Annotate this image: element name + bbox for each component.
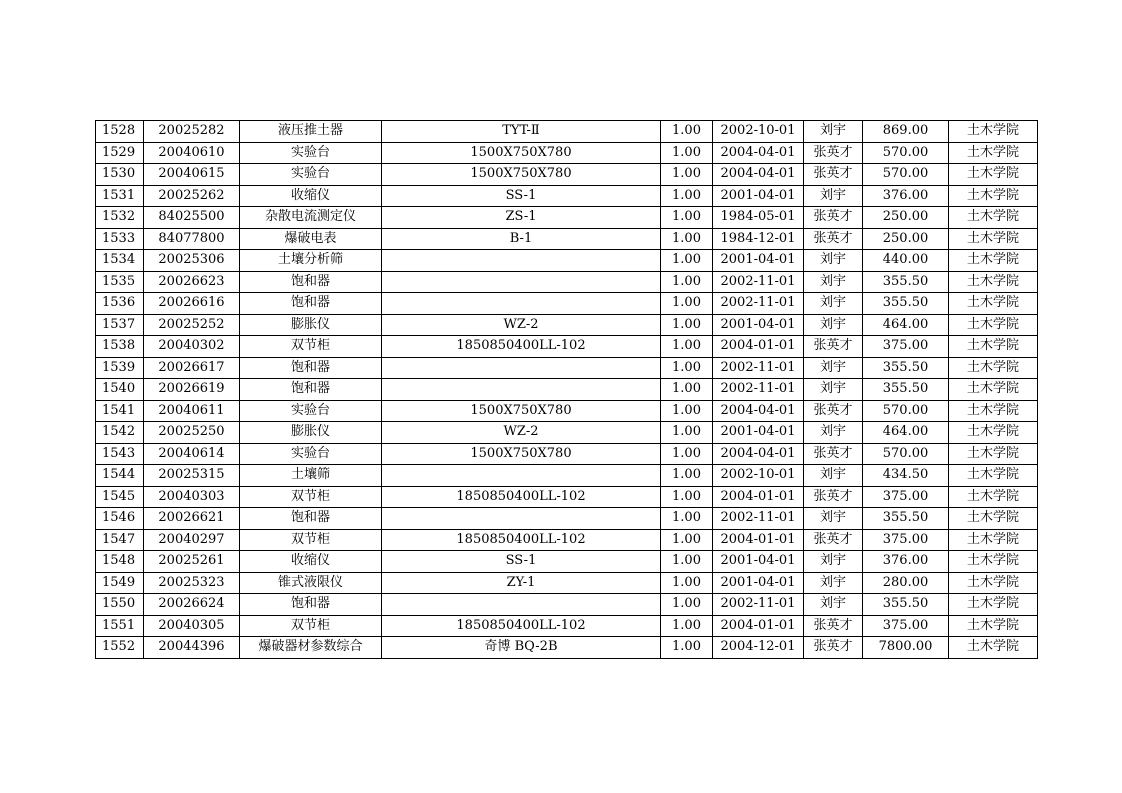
cell-price: 7800.00 bbox=[863, 637, 949, 659]
cell-index: 1543 bbox=[96, 443, 144, 465]
cell-asset-no: 20040614 bbox=[144, 443, 240, 465]
cell-asset-no: 20026621 bbox=[144, 508, 240, 530]
cell-name: 爆破器材参数综合 bbox=[240, 637, 382, 659]
table-row bbox=[96, 551, 1038, 573]
cell-date: 1984-12-01 bbox=[713, 228, 804, 250]
cell-name: 爆破电表 bbox=[240, 228, 382, 250]
cell-price: 355.50 bbox=[863, 508, 949, 530]
cell-dept: 土木学院 bbox=[949, 422, 1038, 444]
cell-model bbox=[382, 465, 661, 487]
cell-date: 2001-04-01 bbox=[713, 185, 804, 207]
cell-quantity: 1.00 bbox=[661, 336, 713, 358]
cell-keeper: 刘宇 bbox=[804, 314, 863, 336]
cell-keeper: 刘宇 bbox=[804, 594, 863, 616]
cell-keeper: 刘宇 bbox=[804, 422, 863, 444]
cell-model: 1500X750X780 bbox=[382, 443, 661, 465]
cell-index: 1536 bbox=[96, 293, 144, 315]
table-row bbox=[96, 142, 1038, 164]
cell-keeper: 刘宇 bbox=[804, 465, 863, 487]
cell-price: 250.00 bbox=[863, 207, 949, 229]
table-row bbox=[96, 185, 1038, 207]
cell-name: 收缩仪 bbox=[240, 185, 382, 207]
cell-quantity: 1.00 bbox=[661, 486, 713, 508]
cell-model: 1850850400LL-102 bbox=[382, 615, 661, 637]
cell-model: ZY-1 bbox=[382, 572, 661, 594]
cell-price: 464.00 bbox=[863, 314, 949, 336]
cell-dept: 土木学院 bbox=[949, 336, 1038, 358]
cell-dept: 土木学院 bbox=[949, 529, 1038, 551]
cell-index: 1535 bbox=[96, 271, 144, 293]
cell-keeper: 张英才 bbox=[804, 228, 863, 250]
cell-price: 570.00 bbox=[863, 443, 949, 465]
table-row bbox=[96, 336, 1038, 358]
cell-keeper: 刘宇 bbox=[804, 271, 863, 293]
cell-index: 1550 bbox=[96, 594, 144, 616]
table-row bbox=[96, 207, 1038, 229]
cell-keeper: 张英才 bbox=[804, 615, 863, 637]
cell-quantity: 1.00 bbox=[661, 185, 713, 207]
cell-keeper: 张英才 bbox=[804, 529, 863, 551]
cell-asset-no: 20025262 bbox=[144, 185, 240, 207]
cell-name: 饱和器 bbox=[240, 293, 382, 315]
cell-quantity: 1.00 bbox=[661, 379, 713, 401]
table-row bbox=[96, 357, 1038, 379]
cell-name: 土壤筛 bbox=[240, 465, 382, 487]
cell-name: 土壤分析筛 bbox=[240, 250, 382, 272]
cell-name: 锥式液限仪 bbox=[240, 572, 382, 594]
cell-index: 1528 bbox=[96, 121, 144, 143]
cell-asset-no: 20026619 bbox=[144, 379, 240, 401]
cell-index: 1548 bbox=[96, 551, 144, 573]
cell-index: 1549 bbox=[96, 572, 144, 594]
cell-model bbox=[382, 271, 661, 293]
cell-keeper: 刘宇 bbox=[804, 551, 863, 573]
cell-dept: 土木学院 bbox=[949, 293, 1038, 315]
cell-asset-no: 20040297 bbox=[144, 529, 240, 551]
cell-model: 1850850400LL-102 bbox=[382, 529, 661, 551]
cell-price: 375.00 bbox=[863, 336, 949, 358]
cell-index: 1538 bbox=[96, 336, 144, 358]
cell-asset-no: 20026624 bbox=[144, 594, 240, 616]
cell-keeper: 刘宇 bbox=[804, 250, 863, 272]
cell-date: 2001-04-01 bbox=[713, 314, 804, 336]
cell-model: TYT-Ⅱ bbox=[382, 121, 661, 143]
cell-quantity: 1.00 bbox=[661, 142, 713, 164]
cell-name: 双节柜 bbox=[240, 529, 382, 551]
table-row bbox=[96, 572, 1038, 594]
cell-quantity: 1.00 bbox=[661, 250, 713, 272]
cell-quantity: 1.00 bbox=[661, 615, 713, 637]
cell-model: ZS-1 bbox=[382, 207, 661, 229]
cell-dept: 土木学院 bbox=[949, 164, 1038, 186]
cell-price: 434.50 bbox=[863, 465, 949, 487]
cell-index: 1551 bbox=[96, 615, 144, 637]
table-body bbox=[96, 121, 1038, 659]
cell-quantity: 1.00 bbox=[661, 508, 713, 530]
cell-price: 869.00 bbox=[863, 121, 949, 143]
cell-keeper: 张英才 bbox=[804, 336, 863, 358]
cell-quantity: 1.00 bbox=[661, 637, 713, 659]
cell-name: 实验台 bbox=[240, 443, 382, 465]
cell-index: 1537 bbox=[96, 314, 144, 336]
cell-asset-no: 20025306 bbox=[144, 250, 240, 272]
cell-date: 2001-04-01 bbox=[713, 572, 804, 594]
table-row bbox=[96, 508, 1038, 530]
cell-dept: 土木学院 bbox=[949, 271, 1038, 293]
table-row bbox=[96, 314, 1038, 336]
cell-name: 杂散电流测定仪 bbox=[240, 207, 382, 229]
cell-date: 2004-01-01 bbox=[713, 336, 804, 358]
cell-index: 1534 bbox=[96, 250, 144, 272]
cell-price: 355.50 bbox=[863, 357, 949, 379]
cell-asset-no: 20040611 bbox=[144, 400, 240, 422]
cell-asset-no: 20025252 bbox=[144, 314, 240, 336]
table-row bbox=[96, 121, 1038, 143]
cell-model: B-1 bbox=[382, 228, 661, 250]
cell-name: 膨胀仪 bbox=[240, 314, 382, 336]
cell-price: 440.00 bbox=[863, 250, 949, 272]
cell-model: 1850850400LL-102 bbox=[382, 336, 661, 358]
cell-price: 355.50 bbox=[863, 594, 949, 616]
cell-asset-no: 20025323 bbox=[144, 572, 240, 594]
table-row bbox=[96, 400, 1038, 422]
cell-asset-no: 20025315 bbox=[144, 465, 240, 487]
cell-date: 2004-04-01 bbox=[713, 400, 804, 422]
cell-asset-no: 20040305 bbox=[144, 615, 240, 637]
cell-name: 饱和器 bbox=[240, 594, 382, 616]
cell-name: 双节柜 bbox=[240, 486, 382, 508]
cell-price: 375.00 bbox=[863, 529, 949, 551]
cell-name: 饱和器 bbox=[240, 508, 382, 530]
table-row bbox=[96, 443, 1038, 465]
cell-index: 1541 bbox=[96, 400, 144, 422]
cell-date: 2004-01-01 bbox=[713, 529, 804, 551]
cell-quantity: 1.00 bbox=[661, 293, 713, 315]
cell-date: 2002-11-01 bbox=[713, 271, 804, 293]
cell-name: 膨胀仪 bbox=[240, 422, 382, 444]
cell-quantity: 1.00 bbox=[661, 443, 713, 465]
cell-dept: 土木学院 bbox=[949, 400, 1038, 422]
cell-date: 2002-10-01 bbox=[713, 465, 804, 487]
cell-model: 1850850400LL-102 bbox=[382, 486, 661, 508]
cell-model: 1500X750X780 bbox=[382, 400, 661, 422]
cell-index: 1552 bbox=[96, 637, 144, 659]
cell-asset-no: 20040615 bbox=[144, 164, 240, 186]
cell-date: 2002-11-01 bbox=[713, 508, 804, 530]
cell-index: 1539 bbox=[96, 357, 144, 379]
cell-model: SS-1 bbox=[382, 185, 661, 207]
cell-index: 1530 bbox=[96, 164, 144, 186]
table-row bbox=[96, 637, 1038, 659]
cell-name: 饱和器 bbox=[240, 357, 382, 379]
cell-asset-no: 84077800 bbox=[144, 228, 240, 250]
table-row bbox=[96, 529, 1038, 551]
cell-index: 1531 bbox=[96, 185, 144, 207]
cell-quantity: 1.00 bbox=[661, 207, 713, 229]
cell-keeper: 刘宇 bbox=[804, 357, 863, 379]
cell-quantity: 1.00 bbox=[661, 465, 713, 487]
cell-quantity: 1.00 bbox=[661, 271, 713, 293]
cell-quantity: 1.00 bbox=[661, 357, 713, 379]
cell-dept: 土木学院 bbox=[949, 357, 1038, 379]
cell-asset-no: 20026617 bbox=[144, 357, 240, 379]
cell-date: 2004-01-01 bbox=[713, 615, 804, 637]
cell-dept: 土木学院 bbox=[949, 486, 1038, 508]
cell-date: 2001-04-01 bbox=[713, 422, 804, 444]
cell-date: 2002-10-01 bbox=[713, 121, 804, 143]
cell-asset-no: 20025250 bbox=[144, 422, 240, 444]
cell-price: 355.50 bbox=[863, 271, 949, 293]
cell-name: 收缩仪 bbox=[240, 551, 382, 573]
cell-asset-no: 20040303 bbox=[144, 486, 240, 508]
cell-dept: 土木学院 bbox=[949, 551, 1038, 573]
cell-price: 570.00 bbox=[863, 164, 949, 186]
cell-dept: 土木学院 bbox=[949, 250, 1038, 272]
cell-keeper: 刘宇 bbox=[804, 185, 863, 207]
cell-keeper: 刘宇 bbox=[804, 121, 863, 143]
cell-quantity: 1.00 bbox=[661, 594, 713, 616]
cell-date: 2004-04-01 bbox=[713, 142, 804, 164]
cell-name: 液压推土器 bbox=[240, 121, 382, 143]
cell-dept: 土木学院 bbox=[949, 185, 1038, 207]
cell-price: 355.50 bbox=[863, 293, 949, 315]
cell-date: 2004-12-01 bbox=[713, 637, 804, 659]
cell-index: 1533 bbox=[96, 228, 144, 250]
cell-date: 2002-11-01 bbox=[713, 594, 804, 616]
cell-price: 355.50 bbox=[863, 379, 949, 401]
cell-date: 2002-11-01 bbox=[713, 379, 804, 401]
cell-name: 饱和器 bbox=[240, 379, 382, 401]
cell-asset-no: 20026616 bbox=[144, 293, 240, 315]
cell-dept: 土木学院 bbox=[949, 142, 1038, 164]
table-row bbox=[96, 228, 1038, 250]
table-row bbox=[96, 615, 1038, 637]
cell-date: 2001-04-01 bbox=[713, 250, 804, 272]
cell-asset-no: 20040610 bbox=[144, 142, 240, 164]
cell-price: 250.00 bbox=[863, 228, 949, 250]
cell-name: 饱和器 bbox=[240, 271, 382, 293]
cell-dept: 土木学院 bbox=[949, 379, 1038, 401]
cell-date: 2004-01-01 bbox=[713, 486, 804, 508]
cell-keeper: 张英才 bbox=[804, 443, 863, 465]
cell-quantity: 1.00 bbox=[661, 314, 713, 336]
cell-dept: 土木学院 bbox=[949, 314, 1038, 336]
table-row bbox=[96, 293, 1038, 315]
cell-model bbox=[382, 293, 661, 315]
cell-dept: 土木学院 bbox=[949, 443, 1038, 465]
table-row bbox=[96, 271, 1038, 293]
cell-quantity: 1.00 bbox=[661, 164, 713, 186]
cell-quantity: 1.00 bbox=[661, 400, 713, 422]
cell-name: 实验台 bbox=[240, 142, 382, 164]
cell-price: 376.00 bbox=[863, 185, 949, 207]
cell-asset-no: 20025261 bbox=[144, 551, 240, 573]
cell-name: 实验台 bbox=[240, 164, 382, 186]
cell-dept: 土木学院 bbox=[949, 572, 1038, 594]
cell-model bbox=[382, 250, 661, 272]
table-row bbox=[96, 594, 1038, 616]
table-row bbox=[96, 379, 1038, 401]
table-row bbox=[96, 486, 1038, 508]
cell-asset-no: 84025500 bbox=[144, 207, 240, 229]
cell-keeper: 张英才 bbox=[804, 486, 863, 508]
cell-asset-no: 20040302 bbox=[144, 336, 240, 358]
cell-keeper: 张英才 bbox=[804, 142, 863, 164]
table-row bbox=[96, 164, 1038, 186]
cell-dept: 土木学院 bbox=[949, 207, 1038, 229]
table-row bbox=[96, 250, 1038, 272]
cell-asset-no: 20025282 bbox=[144, 121, 240, 143]
cell-model: 1500X750X780 bbox=[382, 142, 661, 164]
cell-model bbox=[382, 379, 661, 401]
cell-index: 1529 bbox=[96, 142, 144, 164]
cell-name: 双节柜 bbox=[240, 336, 382, 358]
cell-keeper: 张英才 bbox=[804, 207, 863, 229]
cell-keeper: 张英才 bbox=[804, 637, 863, 659]
cell-index: 1544 bbox=[96, 465, 144, 487]
table-row bbox=[96, 422, 1038, 444]
cell-date: 2004-04-01 bbox=[713, 164, 804, 186]
cell-quantity: 1.00 bbox=[661, 228, 713, 250]
cell-keeper: 刘宇 bbox=[804, 572, 863, 594]
cell-dept: 土木学院 bbox=[949, 465, 1038, 487]
cell-dept: 土木学院 bbox=[949, 615, 1038, 637]
cell-index: 1547 bbox=[96, 529, 144, 551]
cell-price: 464.00 bbox=[863, 422, 949, 444]
cell-date: 1984-05-01 bbox=[713, 207, 804, 229]
equipment-table bbox=[95, 120, 1038, 659]
cell-price: 375.00 bbox=[863, 486, 949, 508]
cell-dept: 土木学院 bbox=[949, 121, 1038, 143]
cell-keeper: 刘宇 bbox=[804, 508, 863, 530]
cell-index: 1532 bbox=[96, 207, 144, 229]
cell-price: 280.00 bbox=[863, 572, 949, 594]
cell-dept: 土木学院 bbox=[949, 508, 1038, 530]
table-row bbox=[96, 465, 1038, 487]
cell-model: 1500X750X780 bbox=[382, 164, 661, 186]
cell-dept: 土木学院 bbox=[949, 637, 1038, 659]
cell-dept: 土木学院 bbox=[949, 594, 1038, 616]
cell-asset-no: 20026623 bbox=[144, 271, 240, 293]
cell-model bbox=[382, 594, 661, 616]
cell-index: 1546 bbox=[96, 508, 144, 530]
cell-quantity: 1.00 bbox=[661, 572, 713, 594]
cell-name: 实验台 bbox=[240, 400, 382, 422]
cell-price: 570.00 bbox=[863, 142, 949, 164]
cell-quantity: 1.00 bbox=[661, 551, 713, 573]
cell-date: 2004-04-01 bbox=[713, 443, 804, 465]
cell-keeper: 张英才 bbox=[804, 164, 863, 186]
cell-model: WZ-2 bbox=[382, 422, 661, 444]
cell-keeper: 刘宇 bbox=[804, 293, 863, 315]
cell-index: 1540 bbox=[96, 379, 144, 401]
cell-date: 2002-11-01 bbox=[713, 357, 804, 379]
cell-keeper: 刘宇 bbox=[804, 379, 863, 401]
cell-model bbox=[382, 357, 661, 379]
cell-model bbox=[382, 508, 661, 530]
cell-price: 375.00 bbox=[863, 615, 949, 637]
cell-index: 1542 bbox=[96, 422, 144, 444]
cell-model: SS-1 bbox=[382, 551, 661, 573]
cell-quantity: 1.00 bbox=[661, 529, 713, 551]
cell-keeper: 张英才 bbox=[804, 400, 863, 422]
cell-name: 双节柜 bbox=[240, 615, 382, 637]
cell-price: 376.00 bbox=[863, 551, 949, 573]
cell-quantity: 1.00 bbox=[661, 121, 713, 143]
cell-dept: 土木学院 bbox=[949, 228, 1038, 250]
cell-index: 1545 bbox=[96, 486, 144, 508]
cell-price: 570.00 bbox=[863, 400, 949, 422]
cell-model: WZ-2 bbox=[382, 314, 661, 336]
cell-date: 2002-11-01 bbox=[713, 293, 804, 315]
cell-date: 2001-04-01 bbox=[713, 551, 804, 573]
cell-model: 奇博 BQ-2B bbox=[382, 637, 661, 659]
cell-asset-no: 20044396 bbox=[144, 637, 240, 659]
cell-quantity: 1.00 bbox=[661, 422, 713, 444]
